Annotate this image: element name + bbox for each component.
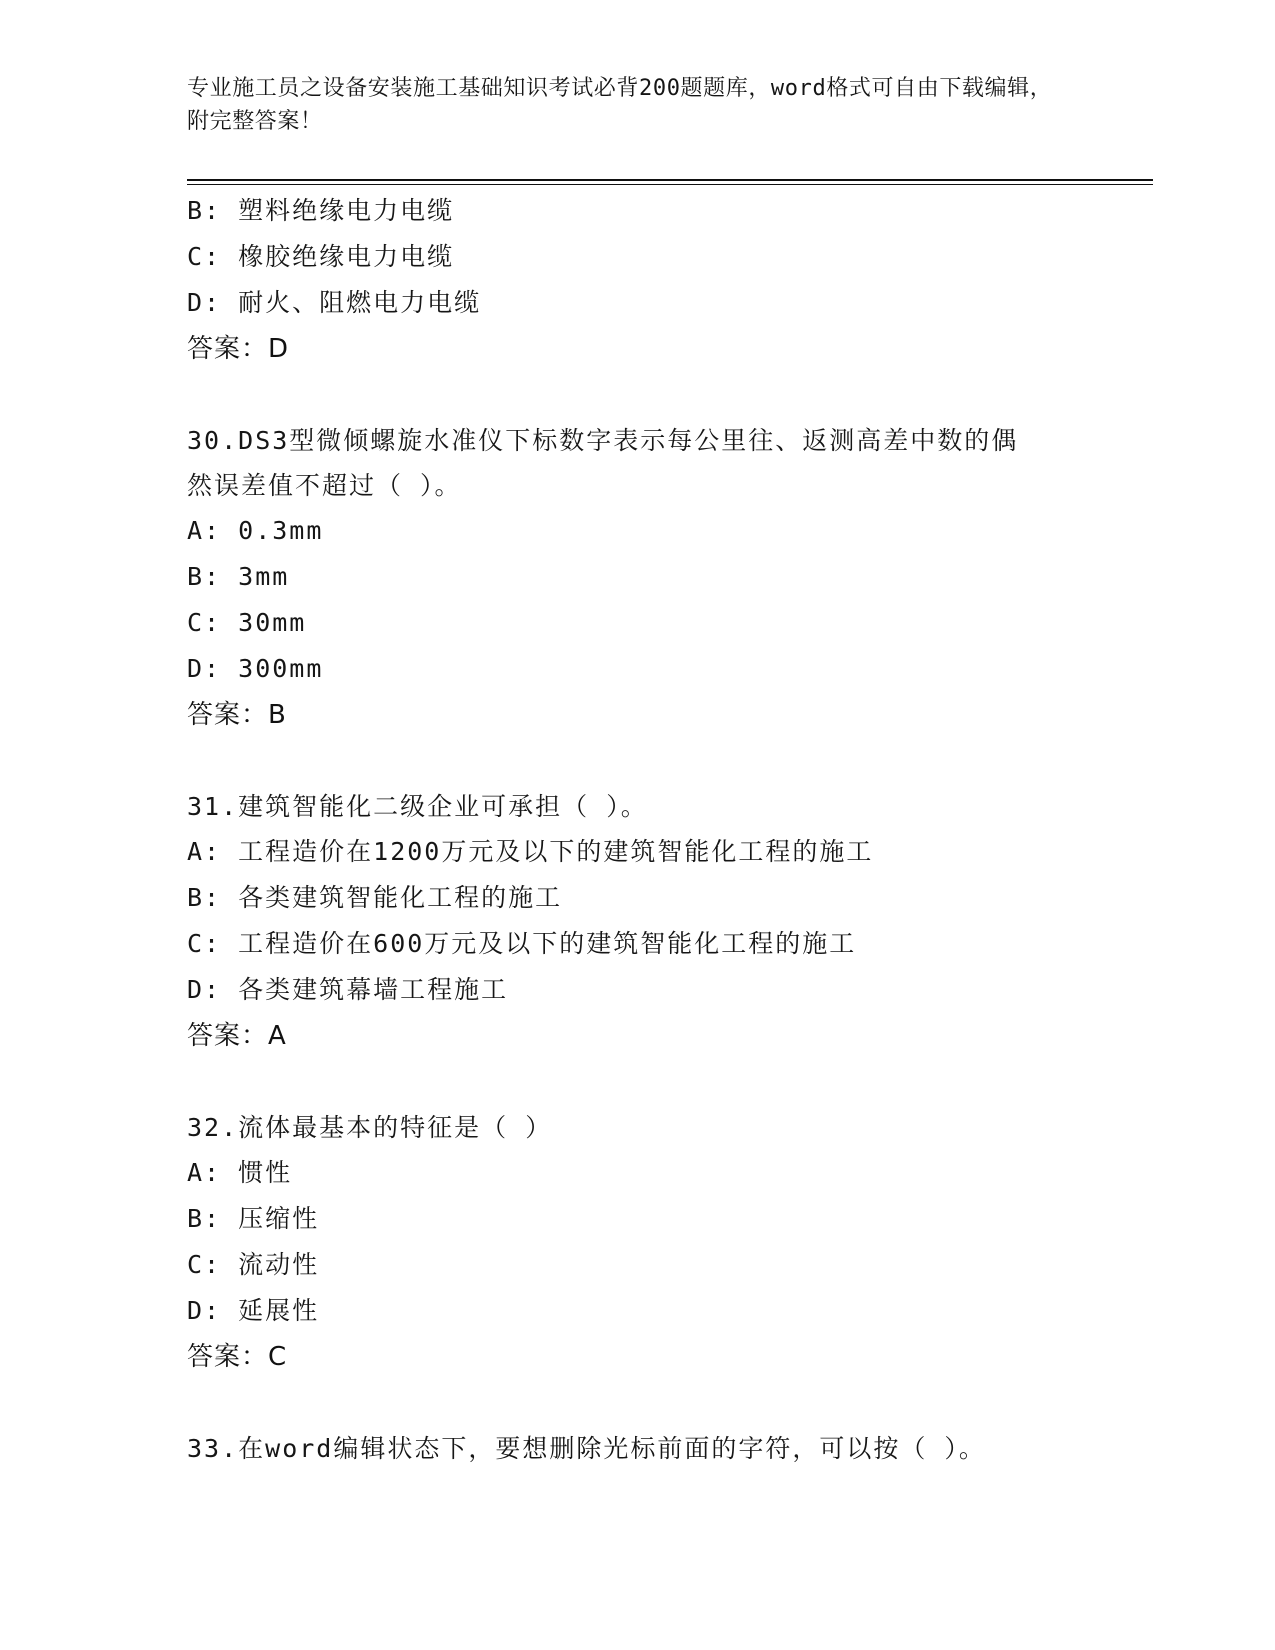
- answer: 答案：B: [187, 700, 287, 730]
- spacer: [187, 1380, 1087, 1426]
- question-stem: 32.流体最基本的特征是（ ）: [187, 1113, 553, 1142]
- document-header: 专业施工员之设备安装施工基础知识考试必背200题题库，word格式可自由下载编辑，附完整答案！: [187, 76, 1053, 134]
- option-c: C: 30mm: [187, 608, 307, 637]
- answer: 答案：C: [187, 1342, 288, 1372]
- option-a: A: 工程造价在1200万元及以下的建筑智能化工程的施工: [187, 837, 874, 866]
- header-divider-thick: [187, 179, 1153, 181]
- spacer: [187, 738, 1087, 784]
- option-d: D: 各类建筑幕墙工程施工: [187, 975, 509, 1004]
- question-stem: 30.DS3型微倾螺旋水准仪下标数字表示每公里往、返测高差中数的偶: [187, 426, 1019, 455]
- option-b: B: 压缩性: [187, 1204, 320, 1233]
- answer: 答案：D: [187, 334, 290, 364]
- question-30: [187, 418, 1087, 738]
- question-stem: 33.在word编辑状态下，要想删除光标前面的字符，可以按（ ）。: [187, 1434, 986, 1463]
- option-d: D: 延展性: [187, 1296, 320, 1325]
- question-32: [187, 1105, 1087, 1380]
- option-c: C: 工程造价在600万元及以下的建筑智能化工程的施工: [187, 929, 857, 958]
- spacer: [187, 372, 1087, 418]
- option-d: D: 耐火、阻燃电力电缆: [187, 288, 482, 317]
- question-stem-continued: 然误差值不超过（ ）。: [187, 471, 462, 500]
- option-a: A: 惯性: [187, 1158, 293, 1187]
- question-29-tail: [187, 188, 1087, 372]
- question-31: [187, 784, 1087, 1059]
- option-b: B: 塑料绝缘电力电缆: [187, 196, 455, 225]
- option-b: B: 3mm: [187, 562, 290, 591]
- question-33: [187, 1426, 1087, 1471]
- option-b: B: 各类建筑智能化工程的施工: [187, 883, 563, 912]
- option-c: C: 橡胶绝缘电力电缆: [187, 242, 455, 271]
- spacer: [187, 1059, 1087, 1105]
- answer: 答案：A: [187, 1021, 287, 1051]
- header-divider-thin: [187, 184, 1153, 185]
- option-d: D: 300mm: [187, 654, 324, 683]
- document-body: [187, 188, 1087, 1471]
- option-c: C: 流动性: [187, 1250, 320, 1279]
- option-a: A: 0.3mm: [187, 516, 324, 545]
- question-stem: 31.建筑智能化二级企业可承担（ ）。: [187, 792, 648, 821]
